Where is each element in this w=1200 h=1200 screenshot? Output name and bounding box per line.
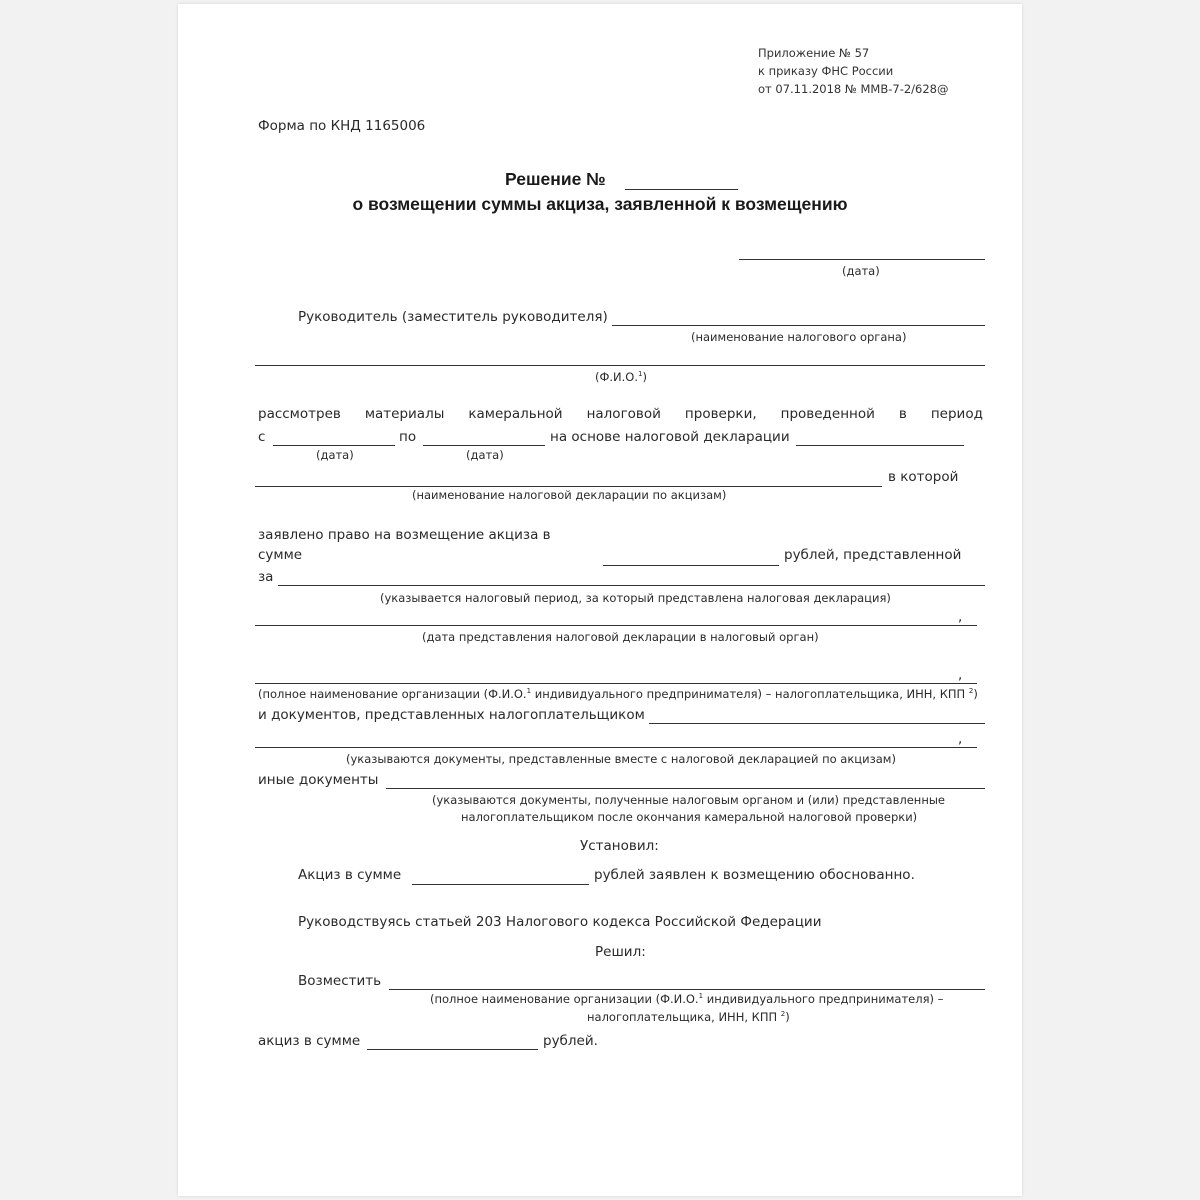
decision-title: Решение № xyxy=(505,169,606,189)
guided-by-text: Руководствуясь статьей 203 Налогового кодекса Российской Федерации xyxy=(298,914,822,930)
organization-caption: (полное наименование организации (Ф.И.О.$^1$ индивидуального предпринимателя) – налогоплательщика, ИНН, КПП $^2$) xyxy=(258,687,978,701)
excise-amount-field[interactable] xyxy=(412,884,589,885)
document-page xyxy=(178,4,1022,1196)
period-end-field[interactable] xyxy=(423,445,545,446)
head-label: Руководитель (заместитель руководителя) xyxy=(298,309,608,325)
reimburse-label: Возместить xyxy=(298,973,382,989)
tax-period-caption: (указывается налоговый период, за который представлена налоговая декларация) xyxy=(380,591,891,605)
claimed-amount-field[interactable] xyxy=(603,565,779,566)
start-date-caption: (дата) xyxy=(316,448,354,462)
to-label: по xyxy=(399,429,417,445)
comma-2: , xyxy=(958,667,963,683)
reimburse-amount-field[interactable] xyxy=(367,1049,538,1050)
rubles-end-label: рублей. xyxy=(543,1033,598,1049)
decision-number-field[interactable] xyxy=(625,189,738,190)
fio-caption: (Ф.И.О.$^1$) xyxy=(595,370,647,384)
comma-1: , xyxy=(958,609,963,625)
other-documents-field[interactable] xyxy=(386,788,985,789)
documents-submitted-label: и документов, представленных налогоплательщиком xyxy=(258,707,645,723)
declaration-name-caption: (наименование налоговой декларации по акцизам) xyxy=(412,488,727,502)
for-label: за xyxy=(258,569,274,585)
decision-subtitle: о возмещении суммы акциза, заявленной к возмещению xyxy=(352,194,848,214)
submission-date-caption: (дата представления налоговой декларации в налоговый орган) xyxy=(422,630,819,644)
excise-amount-label: Акциз в сумме xyxy=(298,867,402,883)
other-documents-label: иные документы xyxy=(258,772,379,788)
form-code: Форма по КНД 1165006 xyxy=(258,118,426,134)
excise-in-amount-label: акциз в сумме xyxy=(258,1033,361,1049)
tax-period-field[interactable] xyxy=(278,585,985,586)
reimburse-caption-1: (полное наименование организации (Ф.И.О.$^1$ индивидуального предпринимателя) – xyxy=(430,992,944,1006)
established-heading: Установил: xyxy=(580,838,659,854)
reimburse-organization-field[interactable] xyxy=(389,989,985,990)
decided-heading: Решил: xyxy=(595,944,646,960)
other-documents-caption-2: налогоплательщиком после окончания камеральной налоговой проверки) xyxy=(461,810,918,824)
declaration-field[interactable] xyxy=(796,445,964,446)
appendix-number: Приложение № 57 xyxy=(758,46,870,60)
submission-date-field[interactable] xyxy=(255,625,977,626)
claimed-label-line1: заявлено право на возмещение акциза в xyxy=(258,527,551,543)
end-date-caption: (дата) xyxy=(466,448,504,462)
justified-label: рублей заявлен к возмещению обоснованно. xyxy=(594,867,915,883)
documents-list-field[interactable] xyxy=(255,747,977,748)
fio-field[interactable] xyxy=(255,365,985,366)
reimburse-caption-2: налогоплательщика, ИНН, КПП $^2$) xyxy=(587,1010,790,1024)
comma-3: , xyxy=(958,731,963,747)
reviewed-line: рассмотрев материалы камеральной налоговой проверки, проведенной в период xyxy=(258,406,983,422)
documents-caption: (указываются документы, представленные вместе с налоговой декларацией по акцизам) xyxy=(346,752,896,766)
rubles-submitted-label: рублей, представленной xyxy=(784,547,962,563)
from-label: с xyxy=(258,429,266,445)
decision-date-field[interactable] xyxy=(739,259,985,260)
tax-authority-caption: (наименование налогового органа) xyxy=(691,330,907,344)
based-on-label: на основе налоговой декларации xyxy=(550,429,790,445)
organization-field[interactable] xyxy=(255,683,977,684)
order-reference: от 07.11.2018 № ММВ-7-2/628@ xyxy=(758,82,949,96)
documents-submitted-field[interactable] xyxy=(649,723,985,724)
date-caption: (дата) xyxy=(842,264,880,278)
order-line: к приказу ФНС России xyxy=(758,64,894,78)
in-which-label: в которой xyxy=(888,469,959,485)
other-documents-caption-1: (указываются документы, полученные налоговым органом и (или) представленные xyxy=(432,793,946,807)
period-start-field[interactable] xyxy=(273,445,395,446)
declaration-name-field[interactable] xyxy=(255,486,882,487)
tax-authority-field[interactable] xyxy=(612,325,985,326)
claimed-label-line2: сумме xyxy=(258,547,303,563)
